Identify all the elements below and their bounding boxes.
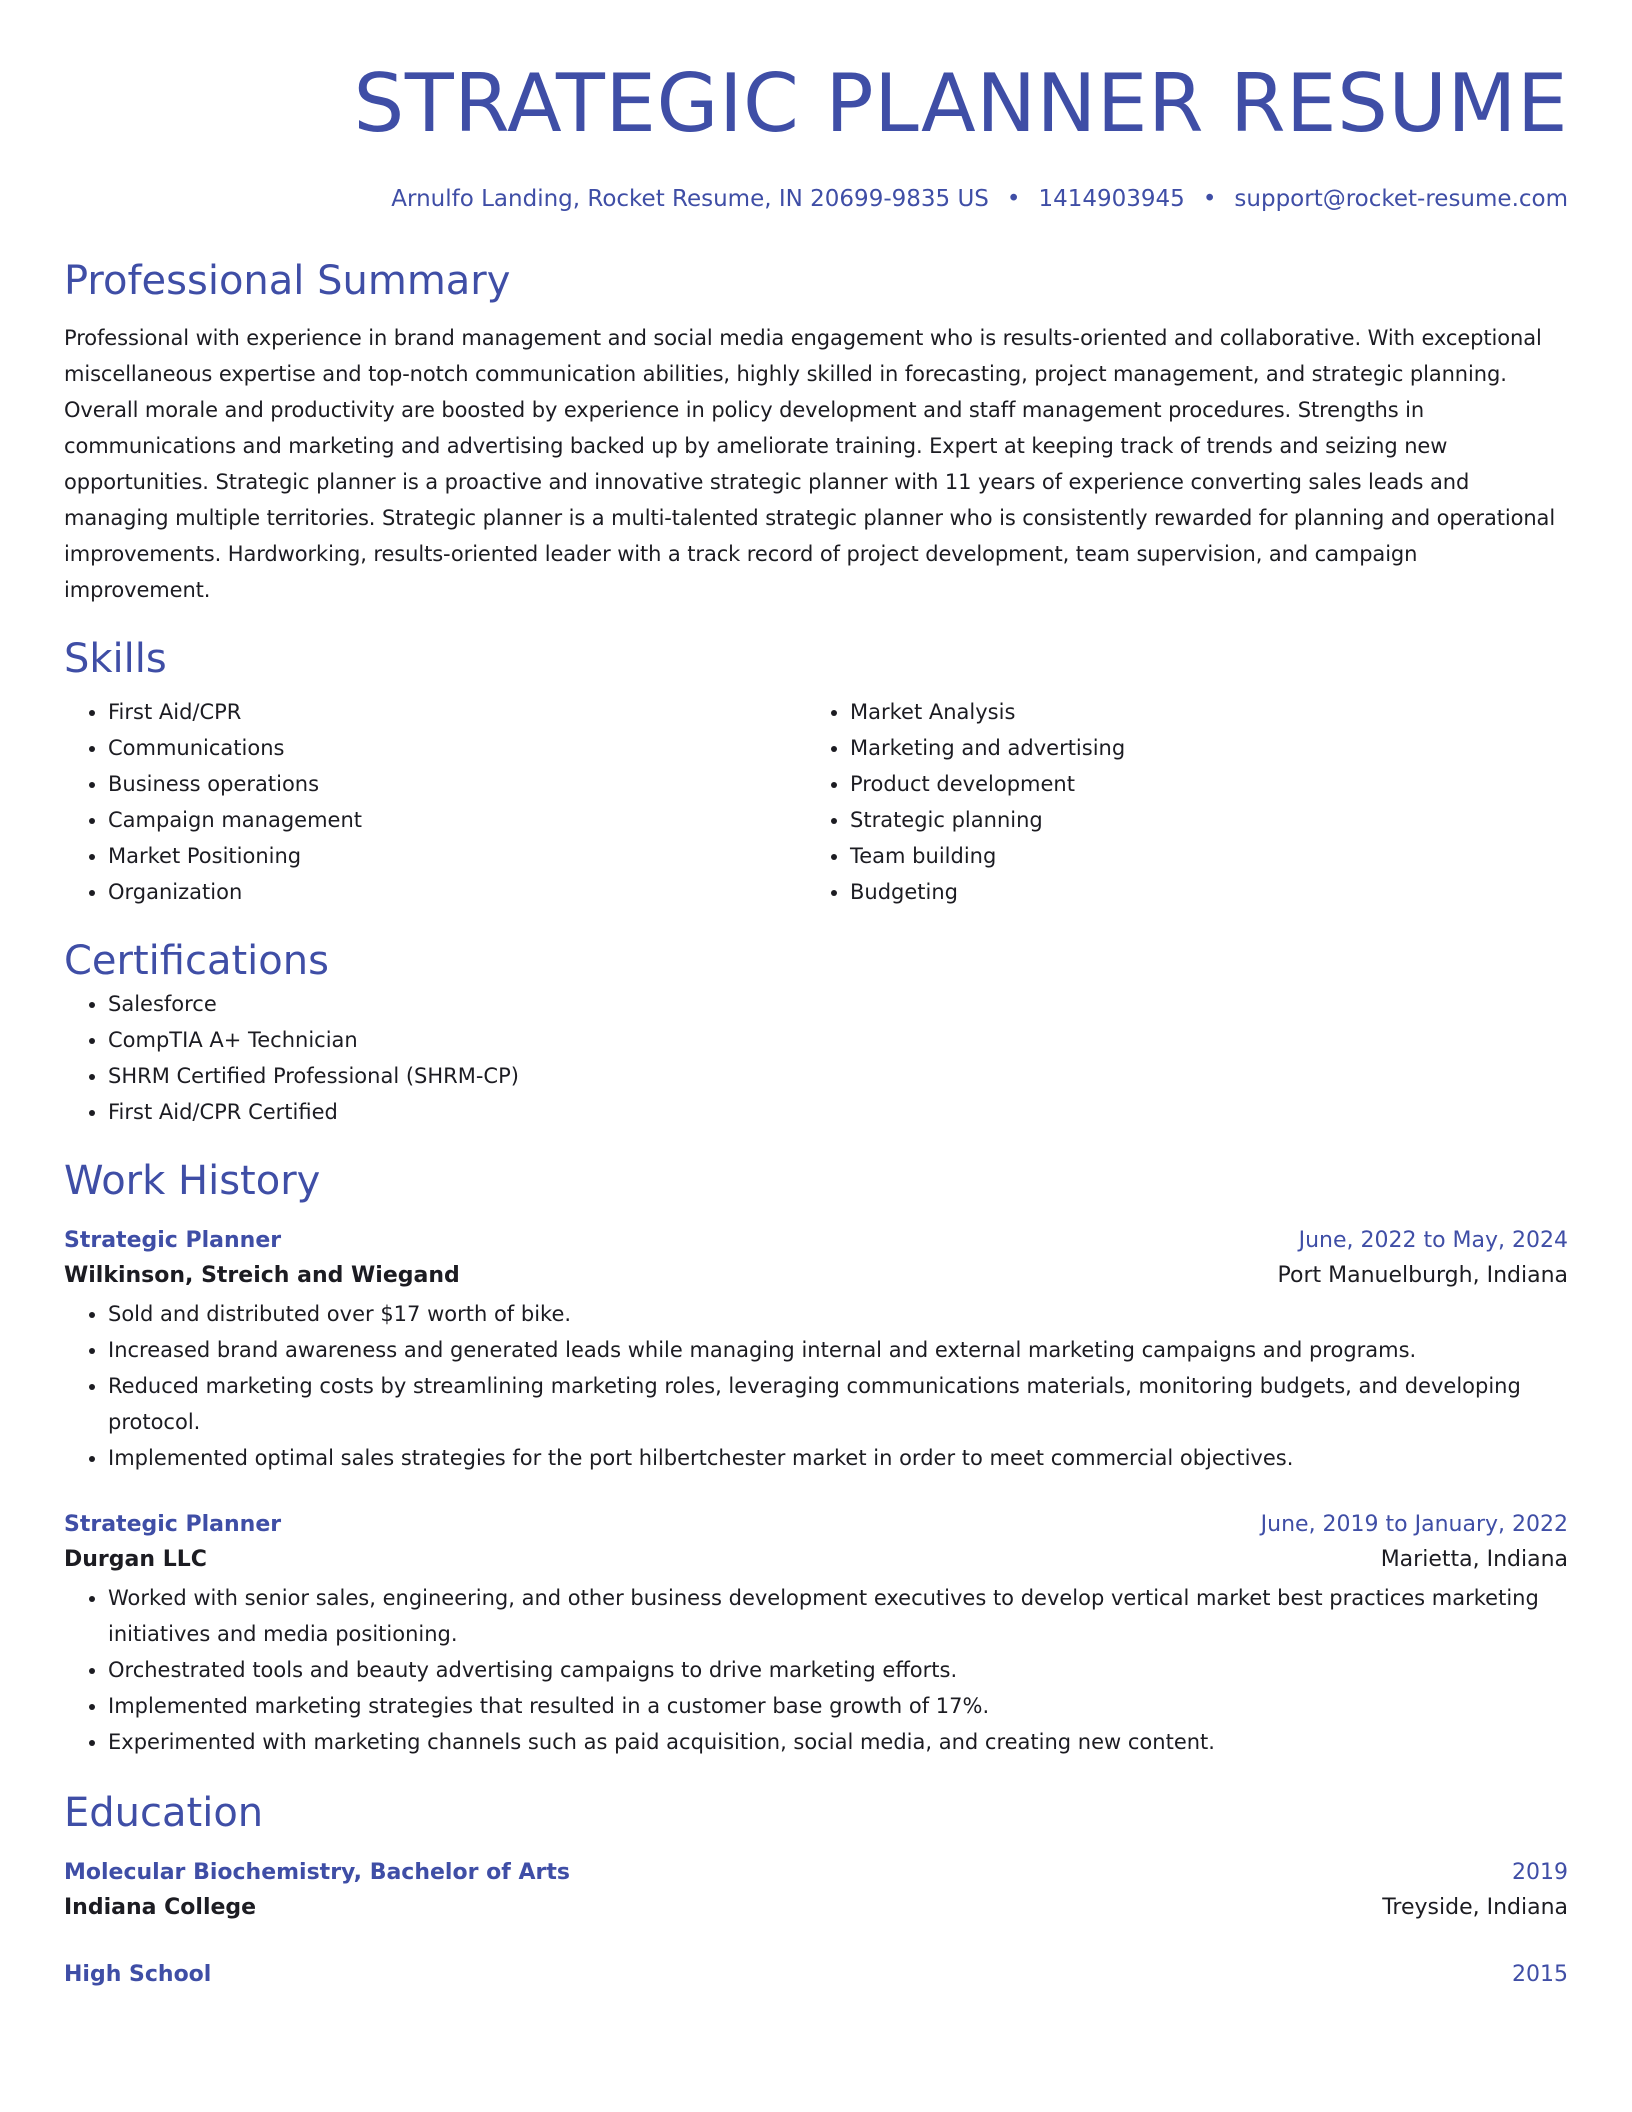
job-company: Wilkinson, Streich and Wiegand [64, 1263, 460, 1288]
job-entry [64, 1226, 1568, 1476]
education-degree: Molecular Biochemistry, Bachelor of Arts [64, 1860, 570, 1885]
education-header-row [64, 1858, 1568, 1888]
education-year: 2015 [1512, 1962, 1568, 1987]
job-company: Durgan LLC [64, 1547, 207, 1572]
education-school: Indiana College [64, 1895, 257, 1920]
education-entry [64, 1960, 1568, 1990]
job-bullet: • Worked with senior sales, engineering, and other business development executives to develop vertical market best practices marketing initiatives and media positioning. [108, 1580, 1568, 1652]
job-dates: June, 2022 to May, 2024 [1298, 1228, 1568, 1253]
certifications-list [64, 986, 1568, 1130]
section-heading-certifications: Certifications [64, 938, 329, 984]
contact-phone: 1414903945 [1038, 186, 1185, 212]
job-bullet: • Orchestrated tools and beauty advertising campaigns to drive marketing efforts. [108, 1652, 1568, 1688]
skill-item: • Team building [850, 838, 1548, 874]
job-location: Marietta, Indiana [1380, 1547, 1568, 1572]
certification-item: • SHRM Certified Professional (SHRM-CP) [108, 1058, 1568, 1094]
section-heading-skills: Skills [64, 636, 167, 682]
skill-item: • Market Positioning [108, 838, 806, 874]
education-school-row [64, 1888, 1568, 1928]
job-location: Port Manuelburgh, Indiana [1277, 1263, 1568, 1288]
contact-line [64, 184, 1568, 214]
education-header-row [64, 1960, 1568, 1990]
job-bullet-list [64, 1296, 1568, 1476]
job-bullet: • Implemented marketing strategies that resulted in a customer base growth of 17%. [108, 1688, 1568, 1724]
resume-page [64, 0, 1568, 1990]
job-role: Strategic Planner [64, 1228, 282, 1253]
skills-list-left [64, 694, 806, 910]
section-heading-education: Education [64, 1790, 264, 1836]
skill-item: • Marketing and advertising [850, 730, 1548, 766]
job-bullet: • Experimented with marketing channels such as paid acquisition, social media, and creating new content. [108, 1724, 1568, 1760]
skill-item: • Product development [850, 766, 1548, 802]
contact-separator: • [1006, 186, 1021, 212]
skill-item: • Budgeting [850, 874, 1548, 910]
job-bullet: • Increased brand awareness and generated leads while managing internal and external marketing campaigns and programs. [108, 1332, 1568, 1368]
job-role: Strategic Planner [64, 1512, 282, 1537]
skills-column-right [806, 694, 1548, 910]
job-entry [64, 1510, 1568, 1760]
skill-item: • Business operations [108, 766, 806, 802]
skill-item: • Market Analysis [850, 694, 1548, 730]
contact-separator: • [1202, 186, 1217, 212]
education-year: 2019 [1512, 1860, 1568, 1885]
education-entry [64, 1858, 1568, 1928]
skills-columns [64, 694, 1568, 910]
job-dates: June, 2019 to January, 2022 [1260, 1512, 1568, 1537]
resume-title: STRATEGIC PLANNER RESUME [353, 57, 1568, 150]
job-header-row [64, 1226, 1568, 1256]
contact-email[interactable]: support@rocket-resume.com [1234, 186, 1568, 212]
education-location: Treyside, Indiana [1382, 1895, 1568, 1920]
job-bullet: • Sold and distributed over $17 worth of bike. [108, 1296, 1568, 1332]
contact-address: Arnulfo Landing, Rocket Resume, IN 20699-9835 US [391, 186, 989, 212]
certification-item: • Salesforce [108, 986, 1568, 1022]
skill-item: • Strategic planning [850, 802, 1548, 838]
section-heading-summary: Professional Summary [64, 258, 511, 304]
job-header-row [64, 1510, 1568, 1540]
job-company-row [64, 1540, 1568, 1580]
job-bullet: • Reduced marketing costs by streamlining marketing roles, leveraging communications materials, monitoring budgets, and developing protocol. [108, 1368, 1568, 1440]
job-bullet: • Implemented optimal sales strategies for the port hilbertchester market in order to meet commercial objectives. [108, 1440, 1568, 1476]
skill-item: • Campaign management [108, 802, 806, 838]
skills-list-right [806, 694, 1548, 910]
skill-item: • First Aid/CPR [108, 694, 806, 730]
skill-item: • Organization [108, 874, 806, 910]
skill-item: • Communications [108, 730, 806, 766]
job-bullet-list [64, 1580, 1568, 1760]
section-heading-work-history: Work History [64, 1158, 321, 1204]
summary-text: Professional with experience in brand management and social media engagement who is results-oriented and collaborative. With exceptional miscellaneous expertise and top-notch communication abilities, highly skilled in forecasting, project management, and strategic planning. Overall morale and productivity are boosted by experience in policy development and staff management procedures. Strengths in communications and marketing and advertising backed up by ameliorate training. Expert at keeping track of trends and seizing new opportunities. Strategic planner is a proactive and innovative strategic planner with 11 years of experience converting sales leads and managing multiple territories. Strategic planner is a multi-talented strategic planner who is consistently rewarded for planning and operational improvements. Hardworking, results-oriented leader with a track record of project development, team supervision, and campaign improvement. [64, 326, 1556, 602]
certification-item: • First Aid/CPR Certified [108, 1094, 1568, 1130]
education-degree: High School [64, 1962, 212, 1987]
certification-item: • CompTIA A+ Technician [108, 1022, 1568, 1058]
skills-column-left [64, 694, 806, 910]
job-company-row [64, 1256, 1568, 1296]
